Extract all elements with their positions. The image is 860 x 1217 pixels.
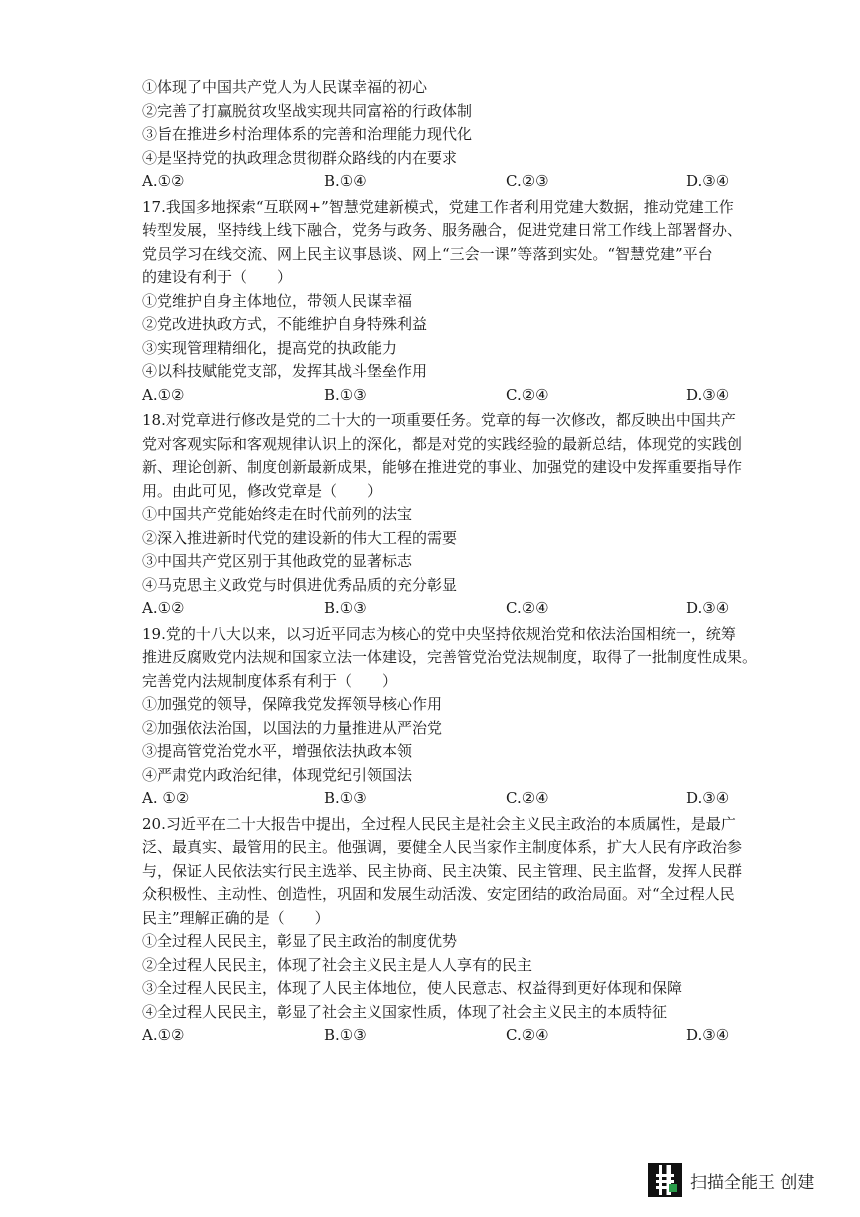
statement: ③全过程人民民主，体现了人民主体地位，使人民意志、权益得到更好体现和保障: [142, 979, 683, 997]
statement: ①体现了中国共产党人为人民谋幸福的初心: [142, 78, 428, 96]
scanner-watermark: [648, 1163, 814, 1197]
option-c: C.②④: [506, 1026, 549, 1044]
question-stem: 转型发展，坚持线上线下融合，党务与政务、服务融合，促进党建日常工作线上部署督办、: [142, 221, 743, 239]
option-c: C.②③: [506, 172, 549, 190]
question-18: [142, 409, 782, 621]
answer-options: [142, 170, 782, 194]
question-stem: 民主”理解正确的是（ ）: [142, 908, 330, 927]
option-a: A.①②: [142, 1026, 185, 1044]
statement: ④是坚持党的执政理念贯彻群众路线的内在要求: [142, 148, 458, 167]
statement: ②加强依法治国，以国法的力量推进从严治党: [142, 718, 443, 737]
statement: ①加强党的领导，保障我党发挥领导核心作用: [142, 695, 443, 713]
statement: ④全过程人民民主，彰显了社会主义国家性质，体现了社会主义民主的本质特征: [142, 1002, 668, 1021]
option-d: D.③④: [686, 172, 730, 190]
statement: ④严肃党内政治纪律，体现党纪引领国法: [142, 765, 413, 784]
statement: ②党改进执政方式，不能维护自身特殊利益: [142, 315, 428, 333]
question-stem: 推进反腐败党内法规和国家立法一体建设，完善管党治党法规制度，取得了一批制度性成果。: [142, 648, 758, 666]
statement: ④以科技赋能党支部，发挥其战斗堡垒作用: [142, 362, 428, 380]
question-stem: 完善党内法规制度体系有利于（ ）: [142, 671, 398, 690]
statement: ②深入推进新时代党的建设新的伟大工程的需要: [142, 528, 458, 547]
statement: ②全过程人民民主，体现了社会主义民主是人人享有的民主: [142, 955, 533, 974]
answer-options: [142, 384, 782, 408]
question-stem: 党员学习在线交流、网上民主议事恳谈、网上“三会一课”等落到实处。“智慧党建”平台: [142, 244, 713, 263]
question-stem: 19.党的十八大以来，以习近平同志为核心的党中央坚持依规治党和依法治国相统一，统筹: [142, 624, 736, 643]
option-c: C.②④: [506, 599, 549, 617]
question-stem: 泛、最真实、最管用的民主。他强调，要健全人民当家作主制度体系，扩大人民有序政治参: [142, 838, 743, 856]
question-19: [142, 623, 782, 811]
question-20: [142, 813, 782, 1048]
option-a: A. ①②: [142, 789, 190, 807]
statement: ②完善了打赢脱贫攻坚战实现共同富裕的行政体制: [142, 101, 473, 120]
statement: ③中国共产党区别于其他政党的显著标志: [142, 552, 413, 570]
statement: ①中国共产党能始终走在时代前列的法宝: [142, 505, 413, 523]
answer-options: [142, 597, 782, 621]
statement: ①党维护自身主体地位，带领人民谋幸福: [142, 291, 413, 310]
question-16-tail: [142, 76, 782, 194]
question-stem: 与，保证人民依法实行民主选举、民主协商、民主决策、民主管理、民主监督，发挥人民群: [142, 861, 743, 880]
option-b: B.①④: [324, 172, 367, 190]
option-d: D.③④: [686, 1026, 730, 1044]
question-stem: 18.对党章进行修改是党的二十大的一项重要任务。党章的每一次修改，都反映出中国共产: [142, 411, 736, 429]
question-stem: 用。由此可见，修改党章是（ ）: [142, 481, 383, 500]
statement: ①全过程人民民主，彰显了民主政治的制度优势: [142, 932, 458, 950]
question-stem: 17.我国多地探索“互联网+”智慧党建新模式，党建工作者利用党建大数据，推动党建工作: [142, 197, 734, 216]
option-a: A.①②: [142, 172, 185, 190]
question-stem: 的建设有利于（ ）: [142, 268, 293, 286]
option-d: D.③④: [686, 385, 730, 404]
statement: ③提高管党治党水平，增强依法执政本领: [142, 742, 413, 760]
question-stem: 20.习近平在二十大报告中提出，全过程人民民主是社会主义民主政治的本质属性，是最广: [142, 814, 736, 833]
option-b: B.①③: [324, 789, 367, 807]
statement: ③实现管理精细化，提高党的执政能力: [142, 338, 398, 357]
watermark-text: 扫描全能王 创建: [690, 1172, 815, 1193]
exam-page: [142, 76, 782, 1048]
question-stem: 党对客观实际和客观规律认识上的深化，都是对党的实践经验的最新总结，体现党的实践创: [142, 434, 743, 453]
option-b: B.①③: [324, 385, 367, 404]
answer-options: [142, 787, 782, 811]
option-c: C.②④: [506, 789, 549, 807]
option-b: B.①③: [324, 599, 367, 617]
statement: ③旨在推进乡村治理体系的完善和治理能力现代化: [142, 125, 473, 143]
option-d: D.③④: [686, 789, 730, 807]
question-stem: 众积极性、主动性、创造性，巩固和发展生动活泼、安定团结的政治局面。对“全过程人民: [142, 885, 735, 903]
answer-options: [142, 1024, 782, 1048]
statement: ④马克思主义政党与时俱进优秀品质的充分彰显: [142, 575, 458, 594]
option-d: D.③④: [686, 599, 730, 617]
option-a: A.①②: [142, 385, 185, 404]
option-a: A.①②: [142, 599, 185, 617]
option-c: C.②④: [506, 385, 549, 404]
question-17: [142, 196, 782, 408]
question-stem: 新、理论创新、制度创新最新成果，能够在推进党的事业、加强党的建设中发挥重要指导作: [142, 458, 743, 476]
qr-code-icon: [648, 1163, 682, 1197]
option-b: B.①③: [324, 1026, 367, 1044]
